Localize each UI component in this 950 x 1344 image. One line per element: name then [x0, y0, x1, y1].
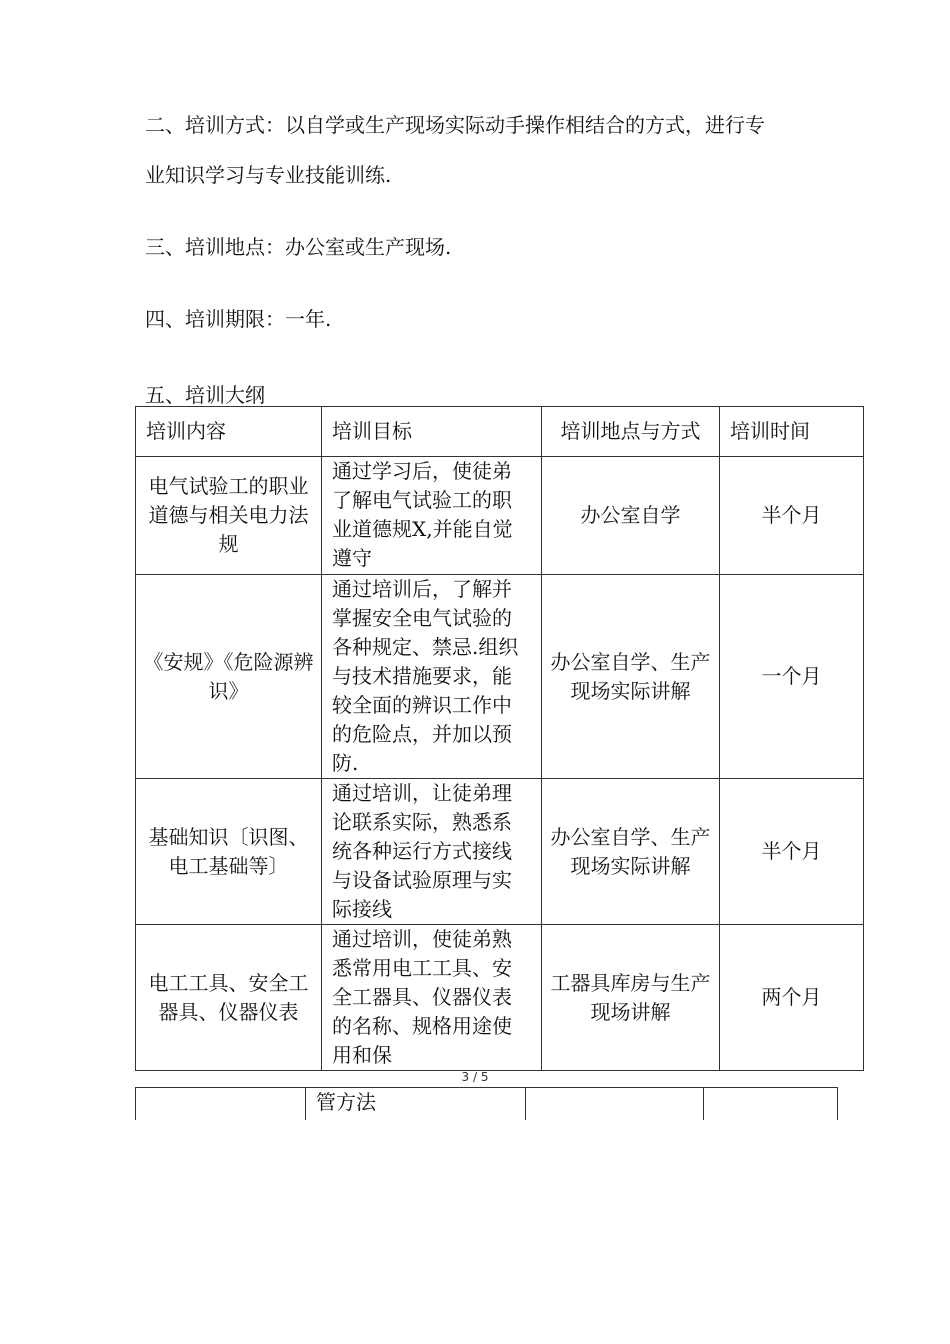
continuation-goal: 管方法	[306, 1088, 526, 1121]
header-place: 培训地点与方式	[542, 407, 720, 457]
table-row	[136, 575, 864, 779]
row-place: 办公室自学、生产现场实际讲解	[542, 779, 720, 925]
row-content: 《安规》《危险源辨识》	[136, 575, 322, 779]
row-goal: 通过培训，让徒弟理论联系实际，熟悉系统各种运行方式接线与设备试验原理与实际接线	[322, 779, 542, 925]
row-goal: 通过培训后，了解并掌握安全电气试验的各种规定、禁忌.组织与技术措施要求，能较全面的辨识工作中的危险点，并加以预防.	[322, 575, 542, 779]
table-row	[136, 1088, 838, 1121]
table-header-row	[136, 407, 864, 457]
page-number: 3 / 5	[461, 1070, 489, 1084]
table-continuation	[135, 1087, 838, 1120]
row-time: 半个月	[720, 457, 864, 575]
table-row	[136, 925, 864, 1071]
row-content: 电气试验工的职业道德与相关电力法规	[136, 457, 322, 575]
continuation-time-cell	[704, 1088, 838, 1121]
row-time: 一个月	[720, 575, 864, 779]
row-place: 办公室自学	[542, 457, 720, 575]
row-place: 工器具库房与生产现场讲解	[542, 925, 720, 1071]
continuation-place-cell	[526, 1088, 704, 1121]
header-goal: 培训目标	[322, 407, 542, 457]
method-paragraph-line2: 业知识学习与专业技能训练.	[145, 163, 392, 187]
row-time: 两个月	[720, 925, 864, 1071]
row-goal: 通过学习后，使徒弟了解电气试验工的职业道德规X,并能自觉遵守	[322, 457, 542, 575]
location-paragraph: 三、培训地点：办公室或生产现场.	[145, 235, 452, 259]
row-time: 半个月	[720, 779, 864, 925]
outline-heading: 五、培训大纲	[145, 383, 265, 407]
period-paragraph: 四、培训期限：一年.	[145, 307, 332, 331]
row-content: 电工工具、安全工器具、仪器仪表	[136, 925, 322, 1071]
row-place: 办公室自学、生产现场实际讲解	[542, 575, 720, 779]
header-time: 培训时间	[720, 407, 864, 457]
table-row	[136, 457, 864, 575]
row-content: 基础知识〔识图、电工基础等〕	[136, 779, 322, 925]
method-paragraph-line1: 二、培训方式：以自学或生产现场实际动手操作相结合的方式，进行专	[145, 113, 765, 137]
header-content: 培训内容	[136, 407, 322, 457]
row-goal: 通过培训，使徒弟熟悉常用电工工具、安全工器具、仪器仪表的名称、规格用途使用和保	[322, 925, 542, 1071]
table-row	[136, 779, 864, 925]
training-outline-table	[135, 406, 864, 1071]
continuation-content-cell	[136, 1088, 306, 1121]
